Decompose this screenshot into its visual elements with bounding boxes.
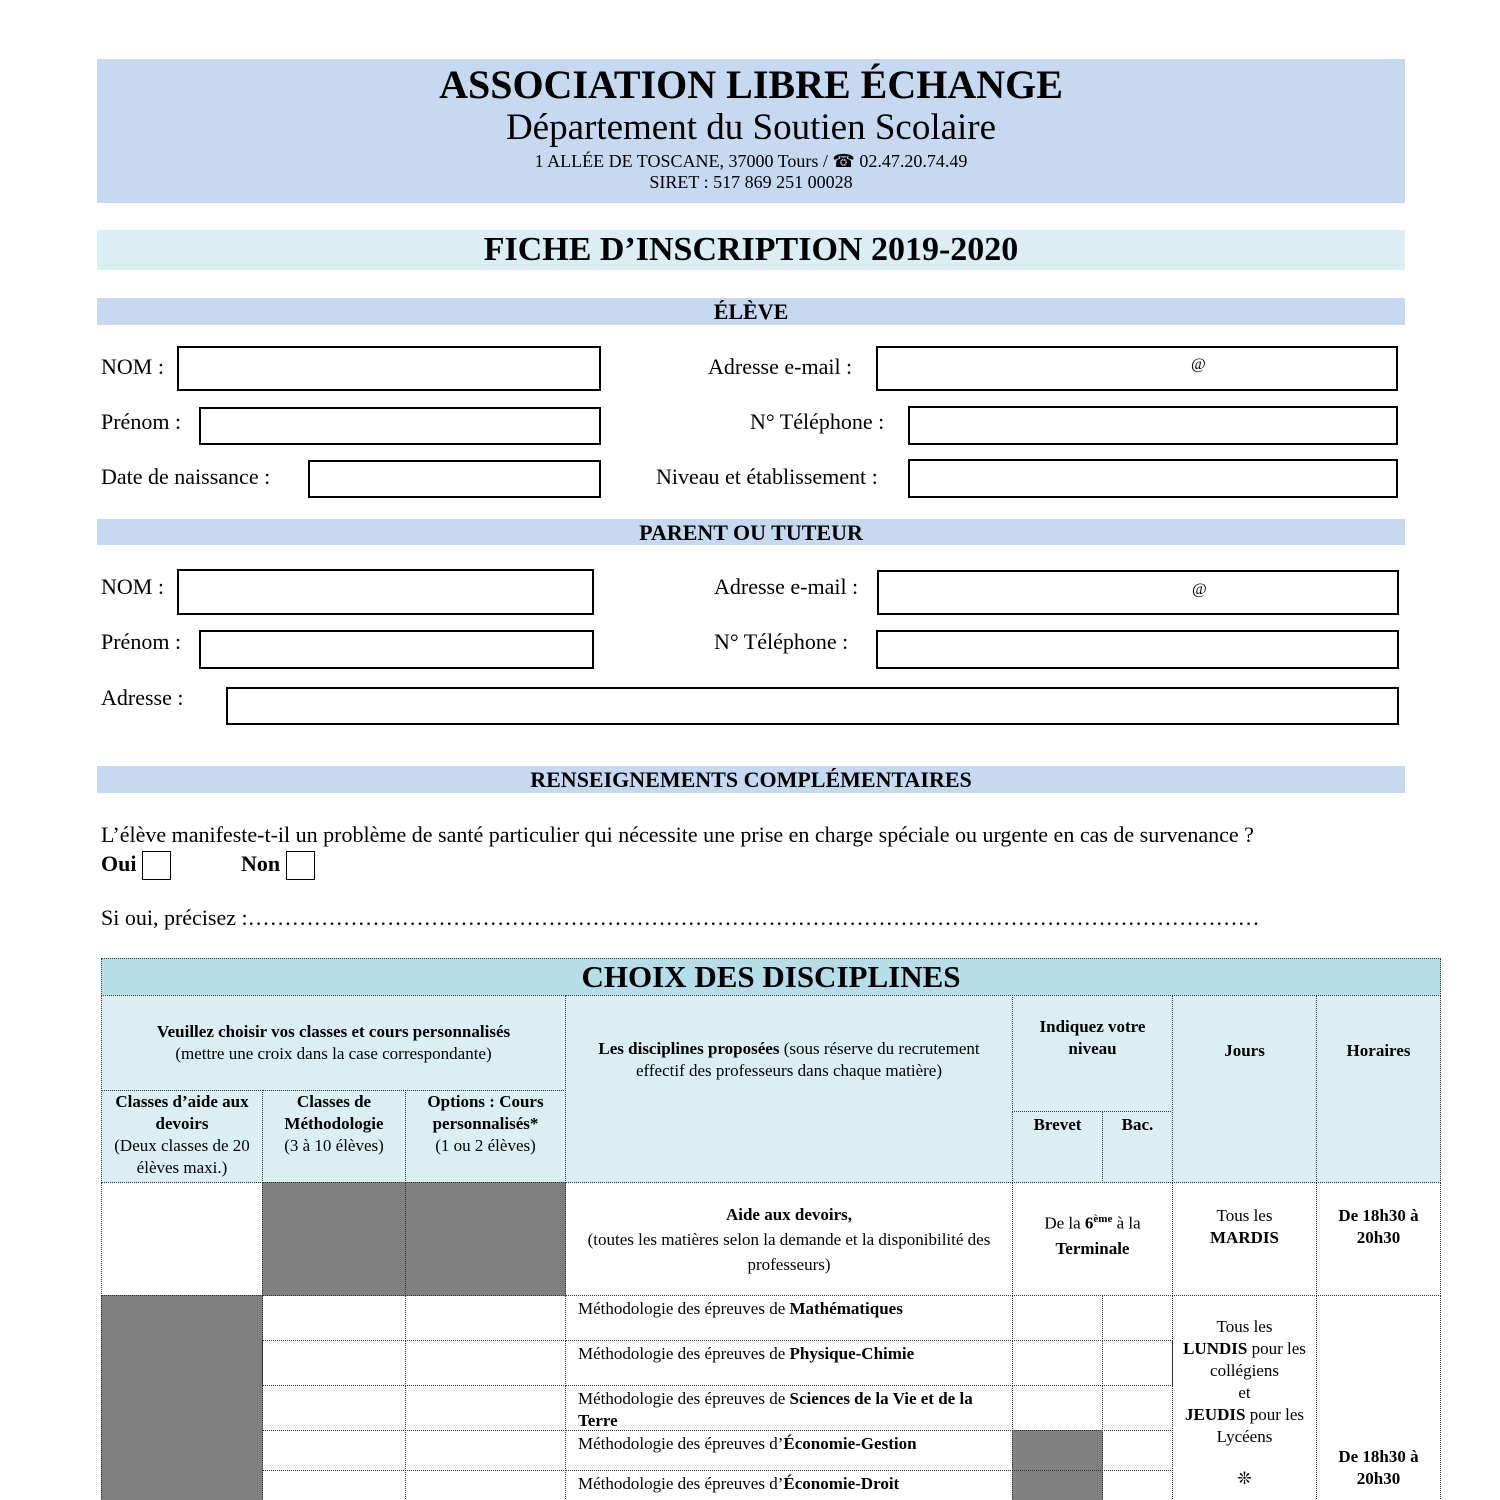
eleve-naissance-label: Date de naissance : (101, 464, 271, 489)
eleve-naissance-input[interactable] (308, 460, 601, 498)
day-text: pour les Lycéens (1216, 1405, 1304, 1446)
method-discipline (565, 1430, 1013, 1471)
methodologie-checkbox-cell[interactable] (262, 1295, 406, 1341)
health-question: L’élève manifeste-t-il un problème de santé particulier qui nécessite une prise en charge spéciale ou urgente en cas de survenance ? (101, 822, 1254, 847)
disabled-cell (405, 1182, 566, 1296)
options-checkbox-cell[interactable] (405, 1385, 566, 1431)
section-eleve: ÉLÈVE (97, 298, 1405, 325)
col-note: (Deux classes de 20 élèves maxi.) (114, 1136, 250, 1177)
eleve-prenom-input[interactable] (199, 407, 601, 445)
horaires-header: Horaires (1316, 995, 1441, 1183)
method-subject: Économie-Droit (783, 1474, 900, 1493)
eleve-email-input[interactable] (876, 346, 1398, 391)
eleve-email-label: Adresse e-mail : (708, 354, 853, 379)
aide-discipline (565, 1182, 1013, 1296)
email-at-sign: @ (1192, 581, 1207, 598)
level-terminale: Terminale (1055, 1238, 1130, 1258)
choose-header (101, 995, 566, 1091)
brevet-checkbox-cell[interactable] (1012, 1340, 1103, 1386)
aide-hours: De 18h30 à 20h30 (1316, 1182, 1441, 1296)
method-prefix: Méthodologie des épreuves de (578, 1344, 790, 1363)
asterisk-icon: ❊ (1237, 1469, 1252, 1488)
method-subject: Physique-Chimie (789, 1344, 915, 1363)
org-address: 1 ALLÉE DE TOSCANE, 37000 Tours / ☎ 02.47.20.74.49 (534, 151, 968, 171)
parent-prenom-input[interactable] (199, 630, 594, 669)
non-label: Non (241, 851, 281, 876)
day-text: pour les collégiens (1210, 1339, 1306, 1380)
parent-tel-input[interactable] (876, 630, 1399, 669)
day-text: et (1238, 1383, 1251, 1402)
parent-tel-label: N° Téléphone : (714, 629, 849, 654)
method-prefix: Méthodologie des épreuves d’ (578, 1474, 784, 1493)
col-note: (3 à 10 élèves) (284, 1136, 384, 1155)
col-options-header (405, 1090, 566, 1183)
table-title: CHOIX DES DISCIPLINES (101, 958, 1441, 996)
disabled-cell (101, 1295, 263, 1500)
eleve-niveau-input[interactable] (908, 459, 1398, 498)
header-banner (97, 59, 1405, 203)
day-text: Tous les (1216, 1317, 1273, 1336)
eleve-nom-label: NOM : (101, 354, 164, 379)
aide-title: Aide aux devoirs, (725, 1204, 853, 1224)
col-label: Classes de Méthodologie (284, 1092, 384, 1133)
col-label: Options : Cours personnalisés* (427, 1092, 544, 1133)
options-checkbox-cell[interactable] (405, 1430, 566, 1471)
choose-note: (mettre une croix dans la case correspondante) (175, 1044, 492, 1063)
disciplines-header (565, 995, 1013, 1183)
method-hours: De 18h30 à 20h30 (1316, 1295, 1441, 1500)
disabled-cell (1012, 1470, 1103, 1500)
oui-checkbox[interactable] (142, 851, 171, 880)
aide-note: (toutes les matières selon la demande et la disponibilité des professeurs) (587, 1229, 991, 1274)
day-text: Tous les (1216, 1206, 1273, 1225)
bac-checkbox-cell[interactable] (1102, 1470, 1173, 1500)
eleve-prenom-label: Prénom : (101, 409, 182, 434)
eleve-nom-input[interactable] (177, 346, 601, 391)
day-jeudis: JEUDIS (1184, 1405, 1246, 1424)
eleve-niveau-label: Niveau et établissement : (656, 464, 878, 489)
method-subject: Mathématiques (789, 1299, 903, 1318)
department-name: Département du Soutien Scolaire (505, 107, 997, 148)
bac-checkbox-cell[interactable] (1102, 1430, 1173, 1471)
options-checkbox-cell[interactable] (405, 1470, 566, 1500)
choose-bold: Veuillez choisir vos classes et cours personnalisés (156, 1022, 511, 1041)
brevet-checkbox-cell[interactable] (1012, 1385, 1103, 1431)
eleve-tel-label: N° Téléphone : (750, 409, 885, 434)
page-title: FICHE D’INSCRIPTION 2019-2020 (97, 230, 1405, 270)
parent-prenom-label: Prénom : (101, 629, 182, 654)
level-sup: ème (1093, 1213, 1113, 1225)
col-label: Classes d’aide aux devoirs (115, 1092, 249, 1133)
methodologie-checkbox-cell[interactable] (262, 1340, 406, 1386)
col-note: (1 ou 2 élèves) (435, 1136, 536, 1155)
parent-email-label: Adresse e-mail : (714, 574, 859, 599)
bac-header: Bac. (1102, 1111, 1173, 1183)
aide-level (1012, 1182, 1173, 1296)
methodologie-checkbox-cell[interactable] (262, 1430, 406, 1471)
method-day (1172, 1295, 1317, 1500)
method-discipline (565, 1295, 1013, 1341)
method-prefix: Méthodologie des épreuves de (578, 1389, 790, 1408)
bac-checkbox-cell[interactable] (1102, 1385, 1173, 1431)
niveau-header: Indiquez votre niveau (1012, 995, 1173, 1112)
methodologie-checkbox-cell[interactable] (262, 1385, 406, 1431)
non-option[interactable] (241, 851, 315, 880)
bac-checkbox-cell[interactable] (1102, 1295, 1173, 1341)
org-name: ASSOCIATION LIBRE ÉCHANGE (439, 62, 1063, 107)
parent-adresse-label: Adresse : (101, 685, 184, 710)
bac-checkbox-cell[interactable] (1102, 1340, 1173, 1386)
method-prefix: Méthodologie des épreuves de (578, 1299, 790, 1318)
oui-option[interactable] (101, 851, 171, 880)
parent-email-input[interactable] (877, 570, 1399, 615)
eleve-tel-input[interactable] (908, 406, 1398, 445)
oui-label: Oui (101, 851, 137, 876)
disabled-cell (262, 1182, 406, 1296)
options-checkbox-cell[interactable] (405, 1295, 566, 1341)
aide-checkbox-cell[interactable] (101, 1182, 263, 1296)
brevet-header: Brevet (1012, 1111, 1103, 1183)
parent-nom-input[interactable] (177, 569, 594, 615)
day-lundis: LUNDIS (1183, 1339, 1248, 1358)
method-discipline (565, 1385, 1013, 1431)
level-text: à la (1112, 1213, 1141, 1233)
disc-note: (sous réserve du recrutement effectif des professeurs dans chaque matière) (635, 1039, 980, 1080)
method-discipline (565, 1470, 1013, 1500)
brevet-checkbox-cell[interactable] (1012, 1295, 1103, 1341)
method-subject: Économie-Gestion (783, 1434, 917, 1453)
section-renseignements: RENSEIGNEMENTS COMPLÉMENTAIRES (97, 766, 1405, 793)
method-prefix: Méthodologie des épreuves d’ (578, 1434, 784, 1453)
col-aide-header (101, 1090, 263, 1183)
precisez-field[interactable]: Si oui, précisez :………………………………………………………………………………………………………………………… (101, 905, 1260, 930)
email-at-sign: @ (1191, 356, 1206, 373)
non-checkbox[interactable] (286, 851, 315, 880)
org-siret: SIRET : 517 869 251 00028 (649, 172, 853, 192)
method-discipline (565, 1340, 1013, 1386)
day-mardis: MARDIS (1210, 1228, 1279, 1247)
disabled-cell (1012, 1430, 1103, 1471)
level-6: 6 (1084, 1213, 1094, 1233)
parent-nom-label: NOM : (101, 574, 164, 599)
disc-bold: Les disciplines proposées (598, 1039, 780, 1058)
level-text: De la (1044, 1213, 1085, 1233)
methodologie-checkbox-cell[interactable] (262, 1470, 406, 1500)
col-methodologie-header (262, 1090, 406, 1183)
parent-adresse-input[interactable] (226, 687, 1399, 725)
options-checkbox-cell[interactable] (405, 1340, 566, 1386)
section-parent: PARENT OU TUTEUR (97, 519, 1405, 545)
jours-header: Jours (1172, 995, 1317, 1183)
method-subject: Sciences de la Vie et de la Terre (578, 1389, 973, 1430)
aide-day (1172, 1182, 1317, 1296)
